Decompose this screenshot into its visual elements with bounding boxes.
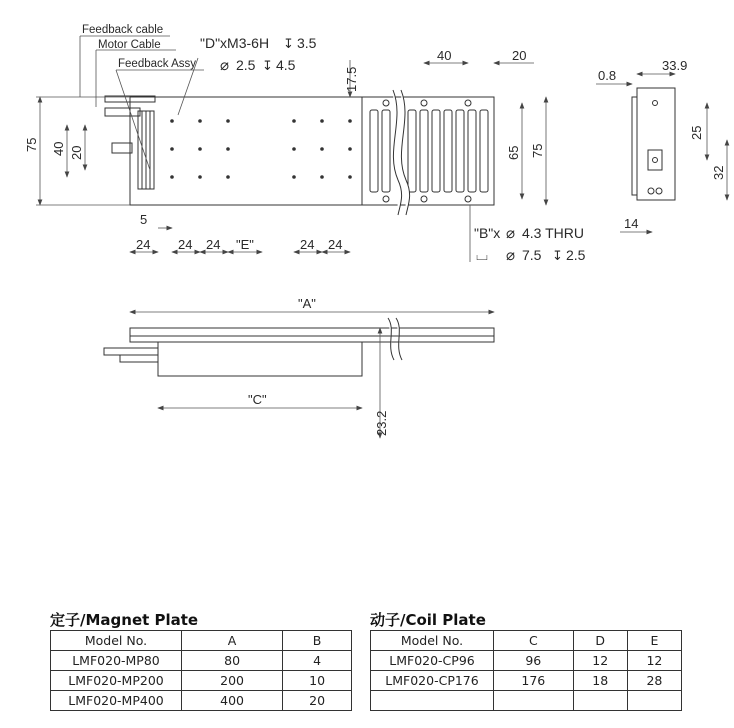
d-cell: 18 (573, 671, 627, 691)
dim-25: 25 (689, 125, 704, 140)
c-cell: 96 (494, 651, 574, 671)
dim-14: 14 (624, 216, 639, 231)
magnet-plate-top-view (362, 97, 494, 205)
tap-depth-label: 3.5 (297, 35, 317, 51)
table-row (51, 651, 352, 671)
dim-75-right: 75 (530, 143, 545, 158)
counterbore-dia-label: 2.5 (236, 57, 256, 73)
dim-24-e: 24 (328, 237, 343, 252)
dim-c: "C" (248, 392, 267, 407)
motor-cable-label: Motor Cable (98, 39, 161, 51)
spot-depth-label: 2.5 (566, 247, 586, 263)
front-view (104, 318, 494, 376)
e-cell: 12 (627, 651, 681, 671)
table-row (51, 671, 352, 691)
dim-40-magnet: 40 (437, 48, 452, 63)
diameter-symbol-2: ⌀ (506, 225, 516, 242)
spot-dia-label: 7.5 (522, 247, 542, 263)
dim-0-8: 0.8 (598, 68, 617, 83)
dim-24-d: 24 (300, 237, 315, 252)
d-cell: 12 (573, 651, 627, 671)
dim-24-a: 24 (136, 237, 151, 252)
model-cell (371, 691, 494, 711)
dim-65: 65 (506, 145, 521, 160)
model-cell: LMF020-MP200 (51, 671, 182, 691)
dim-20-magnet: 20 (512, 48, 527, 63)
table-row (371, 651, 682, 671)
feedback-assy-label: Feedback Assy (118, 58, 196, 70)
dim-23-2: 23.2 (374, 410, 389, 436)
coil-table-title: 动子/Coil Plate (370, 611, 486, 629)
dim-5: 5 (140, 212, 148, 227)
depth-symbol-3: ↧ (552, 248, 563, 263)
dim-a: "A" (298, 296, 316, 311)
col-e: E (627, 631, 681, 651)
diameter-symbol-3: ⌀ (506, 247, 516, 264)
feedback-cable-label: Feedback cable (82, 24, 164, 36)
dim-24-b: 24 (178, 237, 193, 252)
b-cell: 4 (283, 651, 352, 671)
side-view (632, 88, 675, 200)
thru-dia-label: 4.3 THRU (522, 225, 584, 241)
thru-holes-label: "B"x (474, 225, 501, 241)
b-cell: 20 (283, 691, 352, 711)
a-cell: 400 (182, 691, 283, 711)
coil-table-header (371, 631, 682, 651)
model-cell: LMF020-MP400 (51, 691, 182, 711)
table-row (371, 671, 682, 691)
table-row (51, 691, 352, 711)
a-cell: 200 (182, 671, 283, 691)
tap-holes-label: "D"xM3-6H (200, 35, 270, 51)
col-c: C (494, 631, 574, 651)
break-lines-top (393, 90, 410, 215)
col-a: A (182, 631, 283, 651)
coil-mounting-holes (170, 119, 352, 179)
b-cell: 10 (283, 671, 352, 691)
col-model-no: Model No. (371, 631, 494, 651)
col-model-no: Model No. (51, 631, 182, 651)
dim-40: 40 (51, 141, 66, 156)
dim-24-c: 24 (206, 237, 221, 252)
a-cell: 80 (182, 651, 283, 671)
dim-75-left: 75 (24, 137, 39, 152)
coil-plate-table (370, 630, 682, 711)
magnet-table-header (51, 631, 352, 651)
dim-20: 20 (69, 145, 84, 160)
model-cell: LMF020-CP176 (371, 671, 494, 691)
dim-32: 32 (711, 165, 726, 180)
dim-17-5: 17.5 (344, 66, 359, 92)
counterbore-symbol: ⌴ (476, 247, 489, 264)
magnet-plate-table (50, 630, 352, 711)
c-cell: 176 (494, 671, 574, 691)
model-cell: LMF020-MP80 (51, 651, 182, 671)
col-b: B (283, 631, 352, 651)
model-cell: LMF020-CP96 (371, 651, 494, 671)
magnet-table-title: 定子/Magnet Plate (50, 611, 199, 629)
d-cell (573, 691, 627, 711)
e-cell: 28 (627, 671, 681, 691)
diameter-symbol-1: ⌀ (220, 57, 230, 74)
dim-e: "E" (236, 237, 254, 252)
depth-symbol-1: ↧ (283, 36, 294, 51)
e-cell (627, 691, 681, 711)
c-cell (494, 691, 574, 711)
counterbore-depth-label: 4.5 (276, 57, 296, 73)
col-d: D (573, 631, 627, 651)
table-row (371, 691, 682, 711)
dimension-labels (24, 24, 726, 436)
dim-33-9: 33.9 (662, 58, 688, 73)
depth-symbol-2: ↧ (262, 58, 273, 73)
